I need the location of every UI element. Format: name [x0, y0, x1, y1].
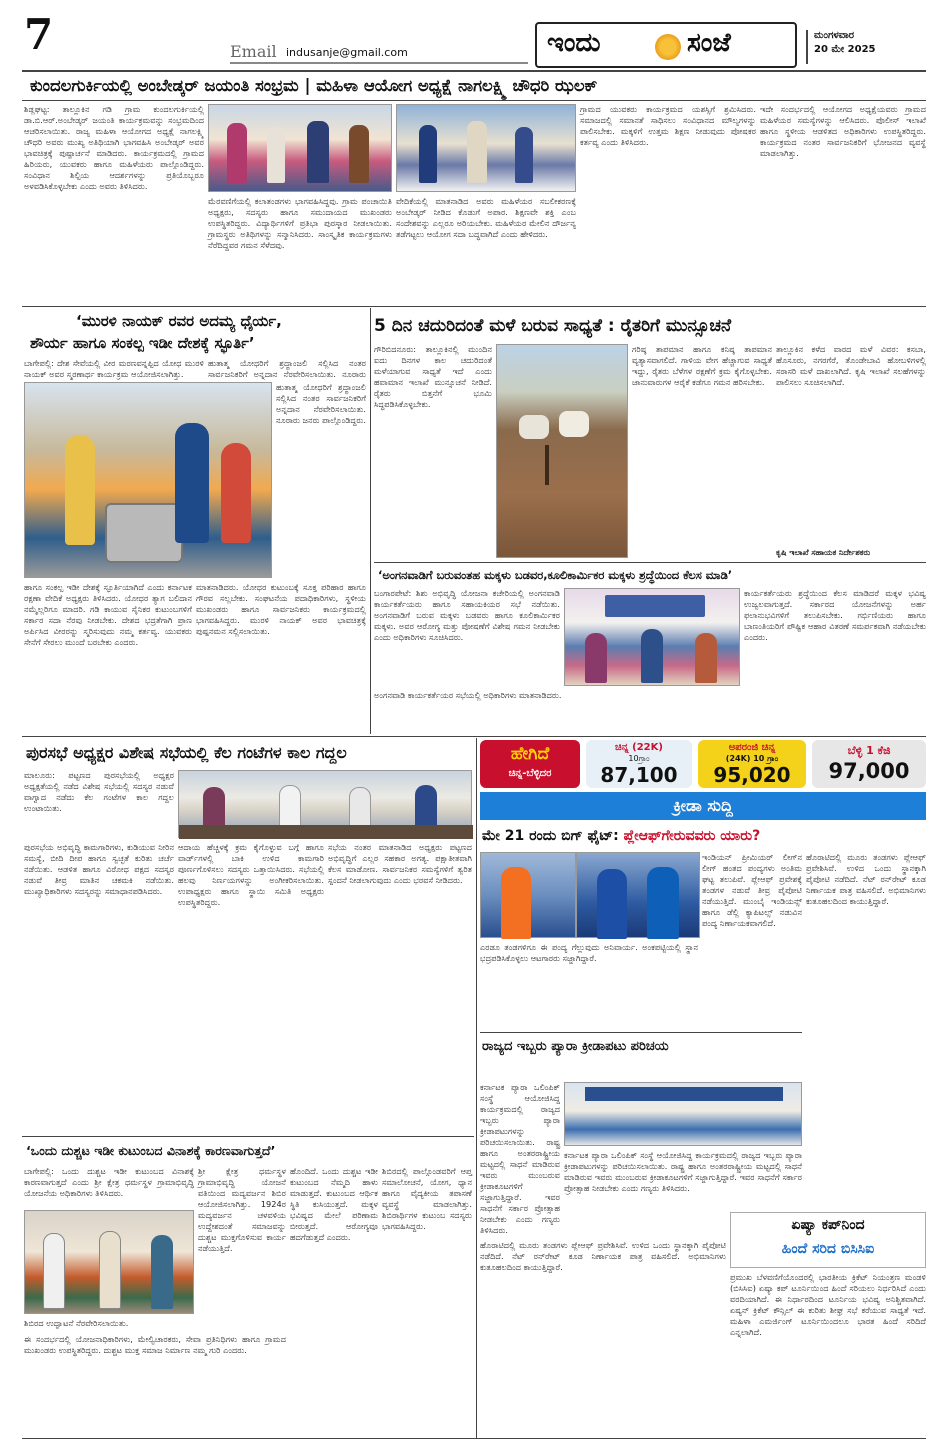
- logo-left-text: ಇಂದು: [547, 28, 601, 58]
- gold-22k-unit: 10ಗ್ರಾಂ: [628, 754, 650, 763]
- sports2-headline: ರಾಜ್ಯದ ಇಬ್ಬರು ಪ್ಯಾರಾ ಕ್ರೀಡಾಪಟು ಪರಿಚಯ: [482, 1039, 669, 1054]
- story4-photo: [564, 588, 740, 686]
- day-name: ಮಂಗಳವಾರ: [814, 30, 855, 41]
- sports3-headline-line1: ಏಷ್ಯಾ ಕಪ್‌ನಿಂದ: [791, 1217, 865, 1233]
- story4-caption: ಅಂಗನವಾಡಿ ಕಾರ್ಯಕರ್ತೆಯರ ಸಭೆಯಲ್ಲಿ ಅಧಿಕಾರಿಗಳು ಮಾತನಾಡಿದರು.: [374, 690, 562, 700]
- sports-photo: [480, 852, 576, 938]
- sports3-headline-box: [730, 1212, 926, 1268]
- photo-figure: [597, 869, 627, 939]
- story2-col2: ಮಾತನಾಡಿದರು. ಯೋಧರ ಕುಟುಂಬಕ್ಕೆ ಸೂಕ್ತ ಪರಿಹಾರ ಹಾಗೂ ಗೌರವ ಸಲ್ಲಬೇಕು. ಸಂಘಟನೆಯ ಪದಾಧಿಕಾರಿಗಳು, ಸ್ಥಳೀಯ ಮುಖಂಡರು ಹಾಗೂ ಸಾರ್ವಜನಿಕರು ಕಾರ್ಯಕ್ರಮದಲ್ಲಿ ಭಾಗವಹಿಸಿದ್ದರು. ಮುರಳಿ ನಾಯಕ್ ಅವರ ಭಾವಚಿತ್ರಕ್ಕೆ ಪುಷ್ಪನಮನ ಸಲ್ಲಿಸಲಾಯಿತು.: [196, 582, 366, 636]
- gold-22k-price: 87,100: [600, 763, 678, 787]
- sports-section-header: [480, 792, 926, 820]
- story2-headline-line1: ‘ಮುರಳಿ ನಾಯಕ್ ರವರ ಅದಮ್ಯ ಧೈರ್ಯ,: [76, 312, 282, 330]
- photo-figure: [151, 1235, 173, 1309]
- story1-col5: ಇದೇ ಸಂದರ್ಭದಲ್ಲಿ ಆಯೋಗದ ಅಧ್ಯಕ್ಷೆಯವರು ಗ್ರಾಮದ ಮಹಿಳೆಯರ ಸಮಸ್ಯೆಗಳನ್ನು ಆಲಿಸಿದರು. ಪೊಲೀಸ್ ಇಲಾಖೆ ಹಾಗೂ ಸ್ಥಳೀಯ ಆಡಳಿತದ ಅಧಿಕಾರಿಗಳು ಉಪಸ್ಥಿತರಿದ್ದರು. ಕಾರ್ಯಕ್ರಮದ ನಂತರ ಸಾರ್ವಜನಿಕರಿಗೆ ಭೋಜನದ ವ್ಯವಸ್ಥೆ ಮಾಡಲಾಗಿತ್ತು.: [760, 104, 926, 158]
- page-bottom-rule: [22, 1438, 926, 1439]
- masthead: [0, 0, 945, 66]
- story3-photo: [496, 344, 628, 558]
- sports-headline: [482, 824, 926, 848]
- photo-figure: [647, 867, 679, 939]
- mail-rule: [230, 62, 528, 64]
- gold-24k-label: ಅಪರಂಜಿ ಚಿನ್ನ: [728, 742, 776, 753]
- logo-sun-icon: [655, 34, 681, 60]
- photo-figure: [267, 127, 285, 183]
- story1-headline: ಕುಂದಲಗುರ್ಕಿಯಲ್ಲಿ ಅಂಬೇಡ್ಕರ್ ಜಯಂತಿ ಸಂಭ್ರಮ | ಮಹಿಳಾ ಆಯೋಗ ಅಧ್ಯಕ್ಷೆ ನಾಗಲಕ್ಷ್ಮಿ ಚೌಧರಿ ಝಲಕ್: [30, 76, 598, 95]
- story6-col2: ಶ್ರೀ ಕ್ಷೇತ್ರ ಧರ್ಮಸ್ಥಳ ಗ್ರಾಮಾಭಿವೃದ್ಧಿ ಯೋಜನೆ ವತಿಯಿಂದ ಮದ್ಯವರ್ಜನ ಶಿಬಿರ ಆಯೋಜಿಸಲಾಗಿತ್ತು. 1924ರ ಮದ್ಯವರ್ಜನ ಚಳವಳಿಯ ಉದ್ದೇಶದಂತೆ ಸಮಾಜವನ್ನು ದುಶ್ಚಟ ಮುಕ್ತಗೊಳಿಸುವ ಕಾರ್ಯ ನಡೆಯುತ್ತಿದೆ.: [198, 1166, 286, 1253]
- story3-col1: ಗೌರಿಬಿದನೂರು: ತಾಲ್ಲೂಕಿನಲ್ಲಿ ಮುಂದಿನ ಐದು ದಿನಗಳ ಕಾಲ ಚದುರಿದಂತೆ ಮಳೆಯಾಗುವ ಸಾಧ್ಯತೆ ಇದೆ ಎಂದು ಹವಾಮಾನ ಇಲಾಖೆ ಮುನ್ಸೂಚನೆ ನೀಡಿದೆ. ರೈತರು ಬಿತ್ತನೆಗೆ ಭೂಮಿ ಸಿದ್ಧಪಡಿಸಿಕೊಳ್ಳಬೇಕು.: [374, 344, 492, 409]
- story6-col4: ಶಿಬಿರದಲ್ಲಿ ಪಾಲ್ಗೊಂಡವರಿಗೆ ಆಪ್ತ ಸಮಾಲೋಚನೆ, ಯೋಗ, ಧ್ಯಾನ ಹಾಗೂ ವೈದ್ಯಕೀಯ ತಪಾಸಣೆ ವ್ಯವಸ್ಥೆ ಮಾಡಲಾಗಿತ್ತು. ಶಿಬಿರಾರ್ಥಿಗಳ ಕುಟುಂಬ ಸದಸ್ಯರು ಭಾಗವಹಿಸಿದ್ದರು.: [382, 1166, 472, 1231]
- story4-col1: ಬಂಗಾರಪೇಟೆ: ಶಿಶು ಅಭಿವೃದ್ಧಿ ಯೋಜನಾ ಕಚೇರಿಯಲ್ಲಿ ಅಂಗನವಾಡಿ ಕಾರ್ಯಕರ್ತೆಯರು ಹಾಗೂ ಸಹಾಯಕಿಯರ ಸಭೆ ನಡೆಯಿತು. ಅಂಗನವಾಡಿಗೆ ಬರುವ ಮಕ್ಕಳು ಬಡವರು ಹಾಗೂ ಕೂಲಿಕಾರ್ಮಿಕರ ಮಕ್ಕಳು. ಅವರ ಆರೋಗ್ಯ ಮತ್ತು ಪೋಷಣೆಗೆ ವಿಶೇಷ ಗಮನ ನೀಡಬೇಕು ಎಂದು ಅಧಿಕಾರಿಗಳು ಸೂಚಿಸಿದರು.: [374, 588, 560, 642]
- photo-figure: [279, 785, 301, 827]
- photo-figure: [695, 633, 717, 683]
- story2-side: ಹುತಾತ್ಮ ಯೋಧರಿಗೆ ಶ್ರದ್ಧಾಂಜಲಿ ಸಲ್ಲಿಸಿದ ನಂತರ ಸಾರ್ವಜನಿಕರಿಗೆ ಅನ್ನದಾನ ನೆರವೇರಿಸಲಾಯಿತು. ನೂರಾರು: [208, 358, 366, 379]
- sports3-body: ಪ್ರಮುಖ ಬೆಳವಣಿಗೆಯೊಂದರಲ್ಲಿ ಭಾರತೀಯ ಕ್ರಿಕೆಟ್ ನಿಯಂತ್ರಣ ಮಂಡಳಿ (ಬಿಸಿಸಿಐ) ಏಷ್ಯಾ ಕಪ್ ಟೂರ್ನಿಯಿಂದ ಹಿಂದೆ ಸರಿಯಲು ನಿರ್ಧರಿಸಿದೆ ಎಂದು ವರದಿಯಾಗಿದೆ. ಈ ನಿರ್ಧಾರದಿಂದ ಟೂರ್ನಿಯ ಭವಿಷ್ಯ ಅನಿಶ್ಚಿತವಾಗಿದೆ. ಏಷ್ಯನ್ ಕ್ರಿಕೆಟ್ ಕೌನ್ಸಿಲ್ ಈ ಕುರಿತು ಶೀಘ್ರ ಸಭೆ ಕರೆಯುವ ಸಾಧ್ಯತೆ ಇದೆ. ಮಹಿಳಾ ಎಮರ್ಜಿಂಗ್ ಟೂರ್ನಿಯಿಂದಲೂ ಭಾರತ ಹಿಂದೆ ಸರಿದಿದೆ ಎನ್ನಲಾಗಿದೆ.: [730, 1272, 926, 1337]
- mid-rule: [22, 736, 926, 737]
- story6-headline: ‘ಒಂದು ದುಶ್ಚಟ ಇಡೀ ಕುಟುಂಬದ ವಿನಾಶಕ್ಕೆ ಕಾರಣವಾಗುತ್ತದೆ’: [26, 1143, 276, 1158]
- sports2-rule: [480, 1032, 802, 1033]
- silver-card: [812, 740, 926, 788]
- story1-bottom-rule: [22, 306, 926, 307]
- silver-price: 97,000: [828, 759, 910, 783]
- story6-col1: ಬಾಗೇಪಲ್ಲಿ: ಒಂದು ದುಶ್ಚಟ ಇಡೀ ಕುಟುಂಬದ ವಿನಾಶಕ್ಕೆ ಕಾರಣವಾಗುತ್ತದೆ ಎಂದು ಶ್ರೀ ಕ್ಷೇತ್ರ ಧರ್ಮಸ್ಥಳ ಗ್ರಾಮಾಭಿವೃದ್ಧಿ ಯೋಜನೆಯ ಅಧಿಕಾರಿಗಳು ತಿಳಿಸಿದರು.: [24, 1166, 194, 1198]
- photo-figure: [585, 633, 607, 683]
- column-divider-2: [476, 738, 477, 1438]
- date-text: 20 ಮೇ 2025: [814, 44, 876, 55]
- story1-col1: ಶಿಡ್ಲಘಟ್ಟ: ತಾಲ್ಲೂಕಿನ ಗಡಿ ಗ್ರಾಮ ಕುಂದಲಗುರ್ಕಿಯಲ್ಲಿ ಡಾ.ಬಿ.ಆರ್.ಅಂಬೇಡ್ಕರ್ ಜಯಂತಿ ಕಾರ್ಯಕ್ರಮವನ್ನು ಸಂಭ್ರಮದಿಂದ ಆಚರಿಸಲಾಯಿತು. ರಾಜ್ಯ ಮಹಿಳಾ ಆಯೋಗದ ಅಧ್ಯಕ್ಷೆ ನಾಗಲಕ್ಷ್ಮಿ ಚೌಧರಿ ಅವರು ಮುಖ್ಯ ಅತಿಥಿಯಾಗಿ ಭಾಗವಹಿಸಿ ಅಂಬೇಡ್ಕರ್ ಅವರ ಭಾವಚಿತ್ರಕ್ಕೆ ಪುಷ್ಪಾರ್ಚನೆ ಮಾಡಿದರು. ಕಾರ್ಯಕ್ರಮದಲ್ಲಿ ಗ್ರಾಮದ ಹಿರಿಯರು, ಯುವಕರು ಹಾಗೂ ಮಹಿಳೆಯರು ಪಾಲ್ಗೊಂಡಿದ್ದರು. ಸಂವಿಧಾನ ಶಿಲ್ಪಿಯ ಆದರ್ಶಗಳನ್ನು ಪ್ರತಿಯೊಬ್ಬರೂ ಅಳವಡಿಸಿಕೊಳ್ಳಬೇಕು ಎಂದು ಅವರು ತಿಳಿಸಿದರು.: [24, 104, 204, 191]
- photo-figure: [467, 121, 487, 183]
- story1-photo: [208, 104, 392, 192]
- sports2-body-cont: ಕರ್ನಾಟಕ ಪ್ಯಾರಾ ಒಲಿಂಪಿಕ್ ಸಂಸ್ಥೆ ಆಯೋಜಿಸಿದ್ದ ಕಾರ್ಯಕ್ರಮದಲ್ಲಿ ರಾಜ್ಯದ ಇಬ್ಬರು ಪ್ಯಾರಾ ಕ್ರೀಡಾಪಟುಗಳನ್ನು ಪರಿಚಯಿಸಲಾಯಿತು. ರಾಷ್ಟ್ರ ಹಾಗೂ ಅಂತರರಾಷ್ಟ್ರೀಯ ಮಟ್ಟದಲ್ಲಿ ಸಾಧನೆ ಮಾಡಿರುವ ಇವರು ಮುಂಬರುವ ಕ್ರೀಡಾಕೂಟಗಳಿಗೆ ಸಜ್ಜಾಗುತ್ತಿದ್ದಾರೆ. ಇವರ ಸಾಧನೆಗೆ ಸರ್ಕಾರ ಪ್ರೋತ್ಸಾಹ ನೀಡಬೇಕು ಎಂದು ಗಣ್ಯರು ತಿಳಿಸಿದರು.: [564, 1150, 802, 1193]
- bullock-icon: [559, 411, 589, 437]
- gold-24k-unit: (24K) 10 ಗ್ರಾಂ: [725, 754, 779, 763]
- photo-figure: [641, 629, 663, 683]
- photo-figure: [43, 1233, 65, 1309]
- photo-figure: [307, 121, 329, 183]
- logo: [535, 22, 797, 68]
- story3-rule: [374, 562, 926, 563]
- bullock-icon: [519, 415, 549, 439]
- photo-figure: [419, 125, 437, 183]
- story3-headline: 5 ದಿನ ಚದುರಿದಂತೆ ಮಳೆ ಬರುವ ಸಾಧ್ಯತೆ : ರೈತರಿಗೆ ಮುನ್ಸೂಚನೆ: [374, 316, 732, 336]
- story1-col2: ಮೆರವಣಿಗೆಯಲ್ಲಿ ಕಲಾತಂಡಗಳು ಭಾಗವಹಿಸಿದ್ದವು. ಗ್ರಾಮ ಪಂಚಾಯಿತಿ ಅಧ್ಯಕ್ಷರು, ಸದಸ್ಯರು ಹಾಗೂ ಸಮುದಾಯದ ಮುಖಂಡರು ಉಪಸ್ಥಿತರಿದ್ದರು. ವಿದ್ಯಾರ್ಥಿಗಳಿಗೆ ಪ್ರತಿಭಾ ಪುರಸ್ಕಾರ ನೀಡಲಾಯಿತು. ಗ್ರಾಮಸ್ಥರು ಅತಿಥಿಗಳನ್ನು ಸನ್ಮಾನಿಸಿದರು. ಸಾಂಸ್ಕೃತಿಕ ಕಾರ್ಯಕ್ರಮಗಳು ನೆರೆದಿದ್ದವರ ಗಮನ ಸೆಳೆದವು.: [208, 196, 392, 250]
- sports-section-title: ಕ್ರೀಡಾ ಸುದ್ದಿ: [673, 796, 733, 815]
- silver-label: ಬೆಳ್ಳಿ 1 ಕೆಜಿ: [847, 744, 891, 757]
- date-box: [806, 30, 926, 64]
- photo-figure: [349, 125, 369, 183]
- story2-intro: ಬಾಗೇಪಲ್ಲಿ: ದೇಶ ಸೇವೆಯಲ್ಲಿ ವೀರ ಮರಣವನ್ನಪ್ಪಿದ ಯೋಧ ಮುರಳಿ ನಾಯಕ್ ಅವರ ಸ್ಮರಣಾರ್ಥ ಕಾರ್ಯಕ್ರಮ ಆಯೋಜಿಸಲಾಗಿತ್ತು.: [24, 358, 204, 379]
- story5-col2: ಆದಾಯ ಹೆಚ್ಚಳಕ್ಕೆ ಕ್ರಮ ಕೈಗೊಳ್ಳುವ ಬಗ್ಗೆ ಹಾಗೂ ವಾರ್ಡ್‌ಗಳಲ್ಲಿ ಬಾಕಿ ಉಳಿದ ಕಾಮಗಾರಿ ಪೂರ್ಣಗೊಳಿಸಲು ಸದಸ್ಯರು ಒತ್ತಾಯಿಸಿದರು. ಸಭೆಯಲ್ಲಿ ಹಲವು ನಿರ್ಣಯಗಳನ್ನು ಅಂಗೀಕರಿಸಲಾಯಿತು. ಉಪಾಧ್ಯಕ್ಷರು ಹಾಗೂ ಸ್ಥಾಯಿ ಸಮಿತಿ ಅಧ್ಯಕ್ಷರು ಉಪಸ್ಥಿತರಿದ್ದರು.: [178, 842, 324, 907]
- story3-col3: ತಾಲ್ಲೂಕಿನ ಕಳೆದ ವಾರದ ಮಳೆ ವಿವರ: ಕಸಬಾ, ಹೊಸೂರು, ನಗರಗೆರೆ, ತೊಂಡೇಬಾವಿ ಹೋಬಳಿಗಳಲ್ಲಿ ಸರಾಸರಿ ಮಳೆ ದಾಖಲಾಗಿದೆ. ಕೃಷಿ ಇಲಾಖೆ ಸಲಹೆಗಳನ್ನು ಪಾಲಿಸಲು ಸೂಚಿಸಲಾಗಿದೆ.: [776, 344, 926, 387]
- story6-rule: [22, 1136, 474, 1137]
- photo-figure: [99, 1231, 121, 1309]
- gold-22k-label: ಚಿನ್ನ (22K): [615, 742, 663, 753]
- photo-figure: [515, 127, 533, 183]
- story1-col4: ಗ್ರಾಮದ ಯುವಕರು ಕಾರ್ಯಕ್ರಮದ ಯಶಸ್ಸಿಗೆ ಶ್ರಮಿಸಿದರು. ಸಮಾಜದಲ್ಲಿ ಸಮಾನತೆ ಸಾಧಿಸಲು ಸಂವಿಧಾನದ ಮೌಲ್ಯಗಳನ್ನು ಪಾಲಿಸಬೇಕು. ಮಕ್ಕಳಿಗೆ ಉತ್ತಮ ಶಿಕ್ಷಣ ನೀಡುವುದು ಪೋಷಕರ ಕರ್ತವ್ಯ ಎಂದು ತಿಳಿಸಿದರು.: [580, 104, 756, 147]
- story2-col1: ಹಾಗೂ ಸಂಕಲ್ಪ ಇಡೀ ದೇಶಕ್ಕೆ ಸ್ಫೂರ್ತಿಯಾಗಿದೆ ಎಂದು ಕರ್ನಾಟಕ ರಕ್ಷಣಾ ವೇದಿಕೆ ಅಧ್ಯಕ್ಷರು ತಿಳಿಸಿದರು. ಯೋಧರ ತ್ಯಾಗ ಬಲಿದಾನ ನಮ್ಮೆಲ್ಲರಿಗೂ ಮಾದರಿ. ಗಡಿ ಕಾಯುವ ಸೈನಿಕರ ಕುಟುಂಬಗಳಿಗೆ ಸರ್ಕಾರ ಸದಾ ನೆರವು ನೀಡಬೇಕು. ದೇಶದ ಭದ್ರತೆಗಾಗಿ ಪ್ರಾಣ ಅರ್ಪಿಸಿದ ವೀರರನ್ನು ಸ್ಮರಿಸುವುದು ನಮ್ಮ ಕರ್ತವ್ಯ. ಯುವಕರು ಸೇನೆಗೆ ಸೇರಲು ಮುಂದೆ ಬರಬೇಕು ಎಂದರು.: [24, 582, 192, 647]
- banner-icon: [585, 1087, 783, 1101]
- page-number: 7: [24, 10, 54, 59]
- story3-credit: ಕೃಷಿ ಇಲಾಖೆ ಸಹಾಯಕ ನಿರ್ದೇಶಕರು: [776, 548, 871, 557]
- story1-photo-2: [396, 104, 576, 192]
- gold-banner-line1: ಹೇಗಿದೆ: [510, 744, 550, 764]
- gold-banner-line2: ಚಿನ್ನ-ಬೆಳ್ಳಿದರ: [508, 768, 552, 779]
- gold-24k-price: 95,020: [713, 763, 791, 787]
- story2-col-right: ಹುತಾತ್ಮ ಯೋಧರಿಗೆ ಶ್ರದ್ಧಾಂಜಲಿ ಸಲ್ಲಿಸಿದ ನಂತರ ಸಾರ್ವಜನಿಕರಿಗೆ ಅನ್ನದಾನ ನೆರವೇರಿಸಲಾಯಿತು. ನೂರಾರು ಜನರು ಪಾಲ್ಗೊಂಡಿದ್ದರು.: [276, 382, 366, 425]
- story2-headline-line2: ಶೌರ್ಯ ಹಾಗೂ ಸಂಕಲ್ಪ ಇಡೀ ದೇಶಕ್ಕೆ ಸ್ಫೂರ್ತಿ’: [30, 334, 255, 352]
- gold-22k-card: [586, 740, 692, 788]
- story6-photo: [24, 1210, 194, 1314]
- sports-headline-part2: ಪ್ಲೇಆಫ್‌ಗೇರುವವರು ಯಾರು?: [623, 828, 761, 844]
- story5-col3: ಸಭೆಯ ನಂತರ ಮಾತನಾಡಿದ ಅಧ್ಯಕ್ಷರು ಪಟ್ಟಣದ ಅಭಿವೃದ್ಧಿಗೆ ಎಲ್ಲರ ಸಹಕಾರ ಅಗತ್ಯ. ಪಕ್ಷಾತೀತವಾಗಿ ಕೆಲಸ ಮಾಡೋಣ. ಸಾರ್ವಜನಿಕರ ಸಮಸ್ಯೆಗಳಿಗೆ ತ್ವರಿತ ಸ್ಪಂದನೆ ನೀಡಲಾಗುವುದು ಎಂದು ಭರವಸೆ ನೀಡಿದರು.: [328, 842, 472, 885]
- masthead-rule: [22, 70, 926, 72]
- banner-icon: [605, 595, 705, 617]
- table-icon: [179, 825, 473, 839]
- logo-right-text: ಸಂಜೆ: [687, 28, 731, 58]
- story5-headline: ಪುರಸಭೆ ಅಧ್ಯಕ್ಷರ ವಿಶೇಷ ಸಭೆಯಲ್ಲಿ ಕೆಲ ಗಂಟೆಗಳ ಕಾಲ ಗದ್ದಲ: [26, 743, 347, 762]
- column-divider: [370, 308, 371, 734]
- sports-col1: ಇಂಡಿಯನ್ ಪ್ರೀಮಿಯರ್ ಲೀಗ್‌ನ ಲೀಗ್ ಹಂತದ ಪಂದ್ಯಗಳು ಅಂತಿಮ ಘಟ್ಟ ತಲುಪಿವೆ. ಪ್ಲೇಆಫ್ ಪ್ರವೇಶಕ್ಕೆ ತಂಡಗಳ ನಡುವೆ ತೀವ್ರ ಪೈಪೋಟಿ ನಡೆಯುತ್ತಿದೆ. ಮುಂಬೈ ಇಂಡಿಯನ್ಸ್ ಹಾಗೂ ಡೆಲ್ಲಿ ಕ್ಯಾಪಿಟಲ್ಸ್ ನಡುವಿನ ಪಂದ್ಯ ನಿರ್ಣಾಯಕವಾಗಲಿದೆ.: [702, 852, 802, 928]
- story6-col3: ಹೊಂದಿದೆ. ಒಂದು ದುಶ್ಚಟ ಇಡೀ ಕುಟುಂಬದ ನೆಮ್ಮದಿ ಹಾಳು ಮಾಡುತ್ತದೆ. ಕುಟುಂಬದ ಆರ್ಥಿಕ ಸ್ಥಿತಿ ಕುಸಿಯುತ್ತದೆ. ಮಕ್ಕಳ ಭವಿಷ್ಯದ ಮೇಲೆ ಪರಿಣಾಮ ಬೀರುತ್ತದೆ. ಆರೋಗ್ಯವೂ ಹದಗೆಡುತ್ತದೆ ಎಂದರು.: [290, 1166, 378, 1242]
- story2-photo: [24, 382, 272, 578]
- gold-24k-card: [698, 740, 806, 788]
- sports2-body: ಕರ್ನಾಟಕ ಪ್ಯಾರಾ ಒಲಿಂಪಿಕ್ ಸಂಸ್ಥೆ ಆಯೋಜಿಸಿದ್ದ ಕಾರ್ಯಕ್ರಮದಲ್ಲಿ ರಾಜ್ಯದ ಇಬ್ಬರು ಪ್ಯಾರಾ ಕ್ರೀಡಾಪಟುಗಳನ್ನು ಪರಿಚಯಿಸಲಾಯಿತು. ರಾಷ್ಟ್ರ ಹಾಗೂ ಅಂತರರಾಷ್ಟ್ರೀಯ ಮಟ್ಟದಲ್ಲಿ ಸಾಧನೆ ಮಾಡಿರುವ ಇವರು ಮುಂಬರುವ ಕ್ರೀಡಾಕೂಟಗಳಿಗೆ ಸಜ್ಜಾಗುತ್ತಿದ್ದಾರೆ. ಇವರ ಸಾಧನೆಗೆ ಸರ್ಕಾರ ಪ್ರೋತ್ಸಾಹ ನೀಡಬೇಕು ಎಂದು ಗಣ್ಯರು ತಿಳಿಸಿದರು.: [480, 1082, 560, 1235]
- story1-rule: [22, 100, 926, 101]
- gold-rates-box: [480, 740, 926, 788]
- sports-headline-part1: ಮೇ 21 ರಂದು ಬಿಗ್ ಫೈಟ್:: [482, 828, 624, 844]
- photo-figure: [415, 785, 437, 827]
- story3-col2: ಗರಿಷ್ಠ ತಾಪಮಾನ ಹಾಗೂ ಕನಿಷ್ಠ ತಾಪಮಾನ ವ್ಯತ್ಯಾಸವಾಗಲಿದೆ. ಗಾಳಿಯ ವೇಗ ಹೆಚ್ಚಾಗುವ ಸಾಧ್ಯತೆ ಇದ್ದು, ರೈತರು ಬೆಳೆಗಳ ರಕ್ಷಣೆಗೆ ಕ್ರಮ ಕೈಗೊಳ್ಳಬೇಕು. ಜಾನುವಾರುಗಳ ಆರೈಕೆ ಕಡೆಗೂ ಗಮನ ಹರಿಸಬೇಕು.: [632, 344, 772, 387]
- photo-figure: [501, 867, 531, 939]
- story4-col2: ಕಾರ್ಯಕರ್ತೆಯರು ಶ್ರದ್ಧೆಯಿಂದ ಕೆಲಸ ಮಾಡಿದರೆ ಮಕ್ಕಳ ಭವಿಷ್ಯ ಉಜ್ವಲವಾಗುತ್ತದೆ. ಸರ್ಕಾರದ ಯೋಜನೆಗಳನ್ನು ಅರ್ಹ ಫಲಾನುಭವಿಗಳಿಗೆ ತಲುಪಿಸಬೇಕು. ಗರ್ಭಿಣಿಯರು ಹಾಗೂ ಬಾಣಂತಿಯರಿಗೆ ಪೌಷ್ಟಿಕ ಆಹಾರ ವಿತರಣೆ ಸಮರ್ಪಕವಾಗಿ ನಡೆಯಬೇಕು ಎಂದರು.: [744, 588, 926, 642]
- photo-figure: [203, 787, 225, 827]
- story5-intro: ಮಾಲೂರು: ಪಟ್ಟಣದ ಪುರಸಭೆಯಲ್ಲಿ ಅಧ್ಯಕ್ಷರ ಅಧ್ಯಕ್ಷತೆಯಲ್ಲಿ ನಡೆದ ವಿಶೇಷ ಸಭೆಯಲ್ಲಿ ಸದಸ್ಯರ ನಡುವೆ ವಾಗ್ವಾದ ನಡೆದು ಕೆಲ ಗಂಟೆಗಳ ಕಾಲ ಗದ್ದಲ ಉಂಟಾಯಿತು.: [24, 770, 174, 813]
- sports3-headline-line2: ಹಿಂದೆ ಸರಿದ ಬಿಸಿಸಿಐ: [781, 1241, 875, 1257]
- sports2-photo: [564, 1082, 802, 1146]
- cooking-pot-icon: [105, 503, 183, 563]
- photo-figure: [175, 423, 209, 543]
- email-address[interactable]: indusanje@gmail.com: [286, 46, 408, 59]
- gold-banner: [480, 740, 580, 788]
- story4-headline: ‘ಅಂಗನವಾಡಿಗೆ ಬರುವಂತಹ ಮಕ್ಕಳು ಬಡವರ,ಕೂಲಿಕಾರ್ಮಿಕರ ಮಕ್ಕಳು ಶ್ರದ್ಧೆಯಿಂದ ಕೆಲಸ ಮಾಡಿ’: [378, 568, 733, 582]
- photo-figure: [221, 443, 251, 543]
- sports-extra: ಹೊರಾಟಿದಲ್ಲಿ ಮೂರು ತಂಡಗಳು ಪ್ಲೇಆಫ್ ಪ್ರವೇಶಿಸಿವೆ. ಉಳಿದ ಒಂದು ಸ್ಥಾನಕ್ಕಾಗಿ ಪೈಪೋಟಿ ನಡೆದಿದೆ. ನೆಟ್ ರನ್‌ರೇಟ್ ಕೂಡ ನಿರ್ಣಾಯಕ ಪಾತ್ರ ವಹಿಸಲಿದೆ. ಅಭಿಮಾನಿಗಳು ಕುತೂಹಲದಿಂದ ಕಾಯುತ್ತಿದ್ದಾರೆ.: [480, 1240, 726, 1272]
- plough-icon: [545, 445, 549, 485]
- sports-col3: ಹೊರಾಟಿದಲ್ಲಿ ಮೂರು ತಂಡಗಳು ಪ್ಲೇಆಫ್ ಪ್ರವೇಶಿಸಿವೆ. ಉಳಿದ ಒಂದು ಸ್ಥಾನಕ್ಕಾಗಿ ಪೈಪೋಟಿ ನಡೆದಿದೆ. ನೆಟ್ ರನ್‌ರೇಟ್ ಕೂಡ ನಿರ್ಣಾಯಕ ಪಾತ್ರ ವಹಿಸಲಿದೆ. ಅಭಿಮಾನಿಗಳು ಕುತೂಹಲದಿಂದ ಕಾಯುತ್ತಿದ್ದಾರೆ.: [806, 852, 926, 906]
- sports-photo-2: [576, 852, 700, 938]
- photo-figure: [227, 123, 247, 183]
- sports-col2: ಎರಡೂ ತಂಡಗಳಿಗೂ ಈ ಪಂದ್ಯ ಗೆಲ್ಲುವುದು ಅನಿವಾರ್ಯ. ಅಂಕಪಟ್ಟಿಯಲ್ಲಿ ಸ್ಥಾನ ಭದ್ರಪಡಿಸಿಕೊಳ್ಳಲು ಆಟಗಾರರು ಸಜ್ಜಾಗಿದ್ದಾರೆ.: [480, 942, 698, 963]
- email-label: Email: [230, 42, 277, 61]
- story1-col3: ವೇದಿಕೆಯಲ್ಲಿ ಮಾತನಾಡಿದ ಅವರು ಮಹಿಳೆಯರ ಸಬಲೀಕರಣಕ್ಕೆ ಅಂಬೇಡ್ಕರ್ ನೀಡಿದ ಕೊಡುಗೆ ಅಪಾರ. ಶಿಕ್ಷಣವೇ ಶಕ್ತಿ ಎಂಬ ಸಂದೇಶವನ್ನು ಎಲ್ಲರೂ ಅರಿಯಬೇಕು. ಮಹಿಳೆಯರ ಮೇಲಿನ ದೌರ್ಜನ್ಯ ತಡೆಗಟ್ಟಲು ಆಯೋಗ ಸದಾ ಬದ್ಧವಾಗಿದೆ ಎಂದು ಹೇಳಿದರು.: [396, 196, 576, 239]
- story5-col1: ಪುರಸಭೆಯ ಅಭಿವೃದ್ಧಿ ಕಾಮಗಾರಿಗಳು, ಕುಡಿಯುವ ನೀರಿನ ಸಮಸ್ಯೆ, ಬೀದಿ ದೀಪ ಹಾಗೂ ಸ್ವಚ್ಛತೆ ಕುರಿತು ಚರ್ಚೆ ನಡೆಯಿತು. ಆಡಳಿತ ಹಾಗೂ ವಿರೋಧ ಪಕ್ಷದ ಸದಸ್ಯರ ನಡುವೆ ತೀವ್ರ ಮಾತಿನ ಚಕಮಕಿ ನಡೆಯಿತು. ಮುಖ್ಯಾಧಿಕಾರಿಗಳು ಸದಸ್ಯರನ್ನು ಸಮಾಧಾನಪಡಿಸಿದರು.: [24, 842, 174, 896]
- story5-photo: [178, 770, 472, 838]
- photo-figure: [349, 787, 371, 827]
- story6-caption: ಶಿಬಿರದ ಉದ್ಘಾಟನೆ ನೆರವೇರಿಸಲಾಯಿತು.: [24, 1318, 129, 1328]
- photo-figure: [65, 435, 95, 545]
- story6-col5: ಈ ಸಂದರ್ಭದಲ್ಲಿ ಯೋಜನಾಧಿಕಾರಿಗಳು, ಮೇಲ್ವಿಚಾರಕರು, ಸೇವಾ ಪ್ರತಿನಿಧಿಗಳು ಹಾಗೂ ಗ್ರಾಮದ ಮುಖಂಡರು ಉಪಸ್ಥಿತರಿದ್ದರು. ದುಶ್ಚಟ ಮುಕ್ತ ಸಮಾಜ ನಿರ್ಮಾಣ ನಮ್ಮ ಗುರಿ ಎಂದರು.: [24, 1334, 286, 1355]
